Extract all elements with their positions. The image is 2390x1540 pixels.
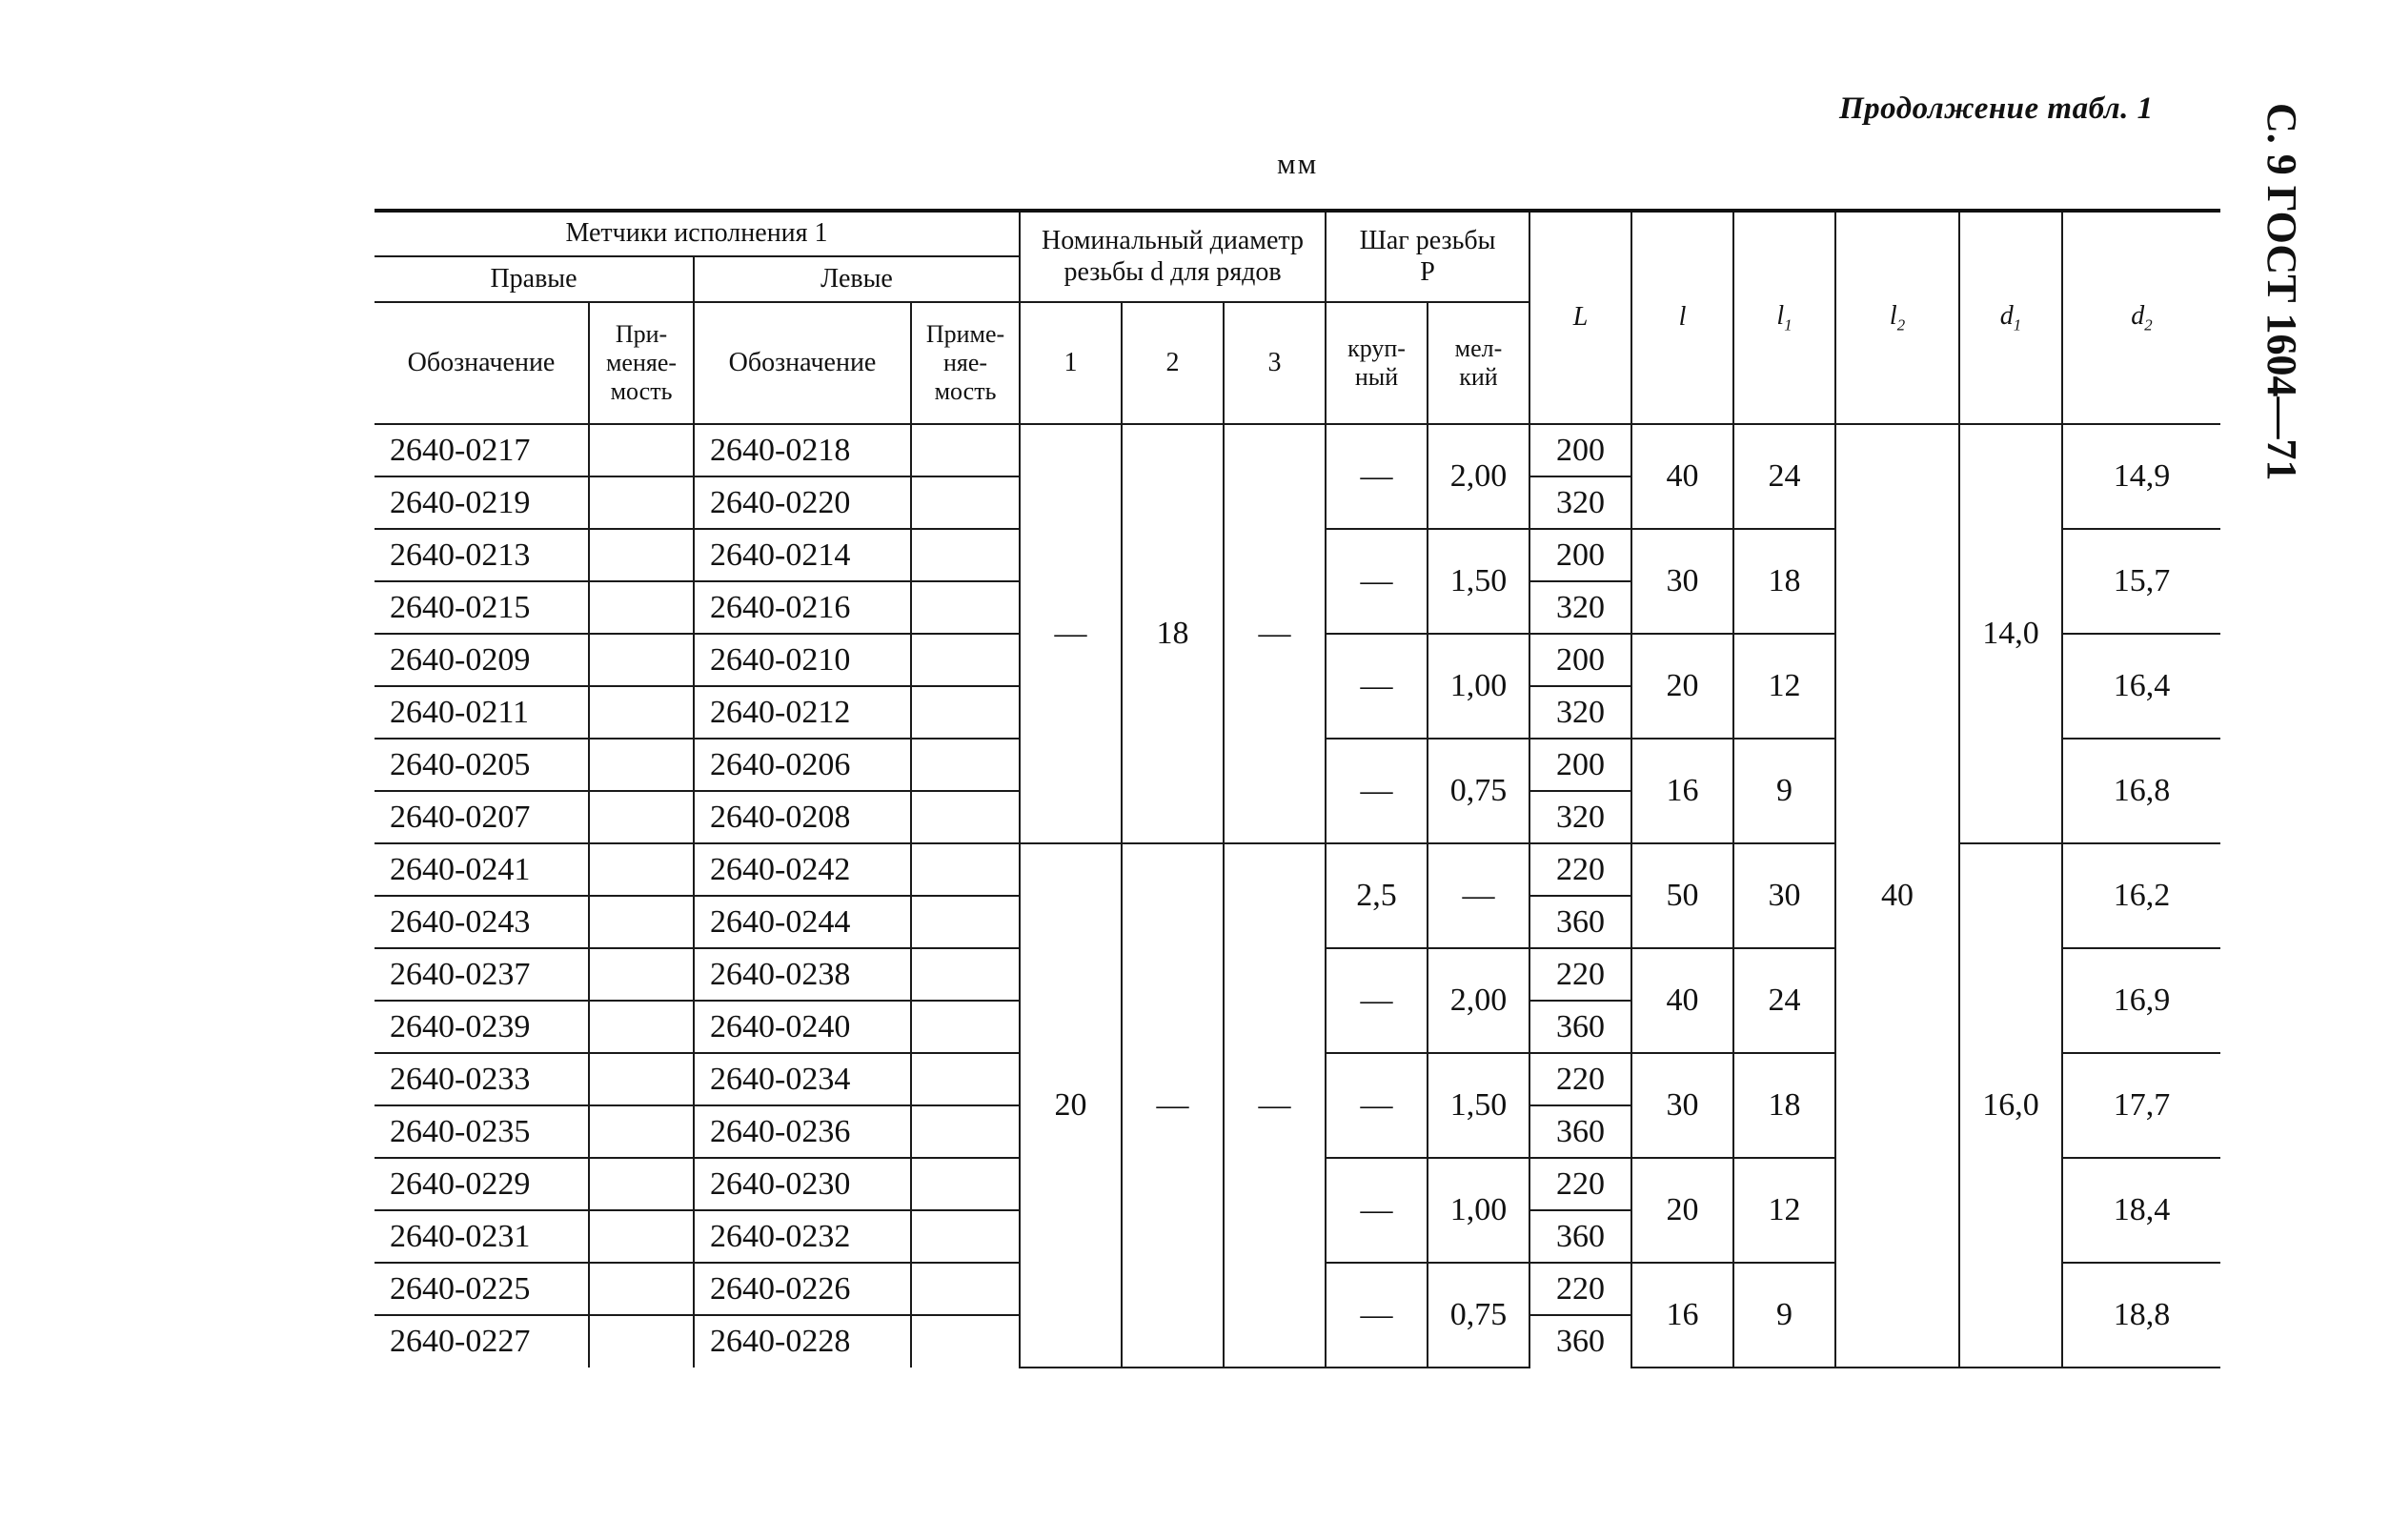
diameter-d2-cell: 16,2 <box>2062 843 2220 948</box>
right-applicability-cell <box>589 1053 694 1105</box>
pitch-coarse-cell: — <box>1326 948 1428 1053</box>
header-d2: $d_2$ <box>2062 211 2220 424</box>
right-applicability-cell <box>589 1105 694 1158</box>
header-l2: $l_2$ <box>1835 211 1959 424</box>
header-l1: $l_1$ <box>1733 211 1835 424</box>
length-L-cell: 360 <box>1529 896 1631 948</box>
right-applicability-cell <box>589 948 694 1001</box>
length-L-cell: 220 <box>1529 1263 1631 1315</box>
header-thread-pitch: Шаг резьбы P <box>1326 211 1529 302</box>
diameter-d1-cell: 14,0 <box>1959 424 2062 843</box>
left-applicability-cell <box>911 1001 1020 1053</box>
left-applicability-cell <box>911 1158 1020 1210</box>
right-designation-cell: 2640-0225 <box>375 1263 589 1315</box>
right-applicability-cell <box>589 424 694 476</box>
left-applicability-cell <box>911 1105 1020 1158</box>
header-pitch-coarse: круп- ный <box>1326 302 1428 424</box>
pitch-coarse-cell: — <box>1326 529 1428 634</box>
length-L-cell: 360 <box>1529 1210 1631 1263</box>
header-taps-group: Метчики исполнения 1 <box>375 211 1020 256</box>
length-l-cell: 50 <box>1631 843 1733 948</box>
diameter-row2-cell: 18 <box>1122 424 1224 843</box>
length-L-cell: 320 <box>1529 476 1631 529</box>
left-applicability-cell <box>911 1315 1020 1368</box>
left-applicability-cell <box>911 476 1020 529</box>
length-l1-cell: 30 <box>1733 843 1835 948</box>
pitch-fine-cell: 1,50 <box>1428 1053 1529 1158</box>
right-applicability-cell <box>589 1158 694 1210</box>
length-l-cell: 40 <box>1631 948 1733 1053</box>
header-right-applicability: При- меняе- мость <box>589 302 694 424</box>
right-applicability-cell <box>589 1001 694 1053</box>
length-l1-cell: 12 <box>1733 634 1835 739</box>
diameter-d2-cell: 16,9 <box>2062 948 2220 1053</box>
length-l-cell: 30 <box>1631 529 1733 634</box>
left-applicability-cell <box>911 634 1020 686</box>
left-designation-cell: 2640-0244 <box>694 896 911 948</box>
header-row-1: 1 <box>1020 302 1122 424</box>
left-designation-cell: 2640-0226 <box>694 1263 911 1315</box>
header-row-3: 3 <box>1224 302 1326 424</box>
length-L-cell: 360 <box>1529 1105 1631 1158</box>
length-l-cell: 30 <box>1631 1053 1733 1158</box>
length-l-cell: 20 <box>1631 634 1733 739</box>
diameter-d2-cell: 18,4 <box>2062 1158 2220 1263</box>
diameter-row3-cell: — <box>1224 843 1326 1368</box>
length-L-cell: 200 <box>1529 529 1631 581</box>
pitch-coarse-cell: — <box>1326 1158 1428 1263</box>
left-designation-cell: 2640-0218 <box>694 424 911 476</box>
right-applicability-cell <box>589 739 694 791</box>
diameter-d2-cell: 14,9 <box>2062 424 2220 529</box>
pitch-fine-cell: 0,75 <box>1428 739 1529 843</box>
right-applicability-cell <box>589 791 694 843</box>
left-designation-cell: 2640-0230 <box>694 1158 911 1210</box>
right-applicability-cell <box>589 1210 694 1263</box>
table-continuation-label: Продолжение табл. 1 <box>1839 91 2154 126</box>
left-applicability-cell <box>911 791 1020 843</box>
length-L-cell: 200 <box>1529 424 1631 476</box>
length-l-cell: 40 <box>1631 424 1733 529</box>
units-label: мм <box>1277 147 1319 180</box>
length-l1-cell: 12 <box>1733 1158 1835 1263</box>
length-l-cell: 16 <box>1631 739 1733 843</box>
right-applicability-cell <box>589 1315 694 1368</box>
length-L-cell: 220 <box>1529 948 1631 1001</box>
page-standard-title: С. 9 ГОСТ 1604—71 <box>2258 103 2305 481</box>
diameter-row1-cell: 20 <box>1020 843 1122 1368</box>
right-designation-cell: 2640-0211 <box>375 686 589 739</box>
header-nominal-diameter: Номинальный диаметр резьбы d для рядов <box>1020 211 1326 302</box>
length-L-cell: 220 <box>1529 843 1631 896</box>
right-designation-cell: 2640-0241 <box>375 843 589 896</box>
left-applicability-cell <box>911 843 1020 896</box>
dimensions-table <box>375 209 2220 1368</box>
left-designation-cell: 2640-0210 <box>694 634 911 686</box>
length-L-cell: 220 <box>1529 1158 1631 1210</box>
right-designation-cell: 2640-0227 <box>375 1315 589 1368</box>
pitch-coarse-cell: — <box>1326 424 1428 529</box>
length-L-cell: 200 <box>1529 739 1631 791</box>
length-l1-cell: 24 <box>1733 424 1835 529</box>
left-designation-cell: 2640-0216 <box>694 581 911 634</box>
right-designation-cell: 2640-0229 <box>375 1158 589 1210</box>
right-designation-cell: 2640-0217 <box>375 424 589 476</box>
pitch-fine-cell: 1,00 <box>1428 634 1529 739</box>
header-right-designation: Обозначение <box>375 302 589 424</box>
right-applicability-cell <box>589 896 694 948</box>
left-applicability-cell <box>911 581 1020 634</box>
left-applicability-cell <box>911 1210 1020 1263</box>
diameter-d2-cell: 17,7 <box>2062 1053 2220 1158</box>
header-left-applicability: Приме- няе- мость <box>911 302 1020 424</box>
left-designation-cell: 2640-0232 <box>694 1210 911 1263</box>
length-l1-cell: 9 <box>1733 739 1835 843</box>
left-applicability-cell <box>911 739 1020 791</box>
right-applicability-cell <box>589 581 694 634</box>
left-designation-cell: 2640-0240 <box>694 1001 911 1053</box>
right-applicability-cell <box>589 529 694 581</box>
pitch-fine-cell: 2,00 <box>1428 424 1529 529</box>
left-applicability-cell <box>911 424 1020 476</box>
left-designation-cell: 2640-0206 <box>694 739 911 791</box>
left-designation-cell: 2640-0208 <box>694 791 911 843</box>
right-designation-cell: 2640-0235 <box>375 1105 589 1158</box>
pitch-fine-cell: 0,75 <box>1428 1263 1529 1368</box>
length-l1-cell: 9 <box>1733 1263 1835 1368</box>
length-l-cell: 20 <box>1631 1158 1733 1263</box>
left-applicability-cell <box>911 1263 1020 1315</box>
right-designation-cell: 2640-0215 <box>375 581 589 634</box>
header-d1: $d_1$ <box>1959 211 2062 424</box>
header-right-taps: Правые <box>375 256 694 302</box>
right-designation-cell: 2640-0231 <box>375 1210 589 1263</box>
pitch-coarse-cell: 2,5 <box>1326 843 1428 948</box>
pitch-coarse-cell: — <box>1326 1263 1428 1368</box>
right-designation-cell: 2640-0213 <box>375 529 589 581</box>
right-applicability-cell <box>589 634 694 686</box>
pitch-fine-cell: — <box>1428 843 1529 948</box>
pitch-fine-cell: 1,00 <box>1428 1158 1529 1263</box>
length-l2-cell: 40 <box>1835 424 1959 1368</box>
length-L-cell: 320 <box>1529 791 1631 843</box>
diameter-d2-cell: 15,7 <box>2062 529 2220 634</box>
length-L-cell: 360 <box>1529 1001 1631 1053</box>
right-designation-cell: 2640-0209 <box>375 634 589 686</box>
left-applicability-cell <box>911 686 1020 739</box>
diameter-d1-cell: 16,0 <box>1959 843 2062 1368</box>
left-applicability-cell <box>911 896 1020 948</box>
pitch-fine-cell: 1,50 <box>1428 529 1529 634</box>
right-designation-cell: 2640-0239 <box>375 1001 589 1053</box>
header-row-2: 2 <box>1122 302 1224 424</box>
header-L: L <box>1529 211 1631 424</box>
length-L-cell: 320 <box>1529 686 1631 739</box>
right-designation-cell: 2640-0233 <box>375 1053 589 1105</box>
length-L-cell: 360 <box>1529 1315 1631 1368</box>
length-l1-cell: 18 <box>1733 1053 1835 1158</box>
left-applicability-cell <box>911 948 1020 1001</box>
length-L-cell: 200 <box>1529 634 1631 686</box>
pitch-coarse-cell: — <box>1326 739 1428 843</box>
header-left-designation: Обозначение <box>694 302 911 424</box>
pitch-coarse-cell: — <box>1326 634 1428 739</box>
left-designation-cell: 2640-0236 <box>694 1105 911 1158</box>
diameter-row1-cell: — <box>1020 424 1122 843</box>
diameter-row2-cell: — <box>1122 843 1224 1368</box>
diameter-row3-cell: — <box>1224 424 1326 843</box>
pitch-coarse-cell: — <box>1326 1053 1428 1158</box>
right-designation-cell: 2640-0205 <box>375 739 589 791</box>
pitch-fine-cell: 2,00 <box>1428 948 1529 1053</box>
header-pitch-fine: мел- кий <box>1428 302 1529 424</box>
diameter-d2-cell: 16,8 <box>2062 739 2220 843</box>
left-applicability-cell <box>911 1053 1020 1105</box>
header-l: l <box>1631 211 1733 424</box>
right-applicability-cell <box>589 843 694 896</box>
left-designation-cell: 2640-0214 <box>694 529 911 581</box>
right-applicability-cell <box>589 686 694 739</box>
left-designation-cell: 2640-0238 <box>694 948 911 1001</box>
left-designation-cell: 2640-0212 <box>694 686 911 739</box>
length-L-cell: 320 <box>1529 581 1631 634</box>
right-designation-cell: 2640-0207 <box>375 791 589 843</box>
length-L-cell: 220 <box>1529 1053 1631 1105</box>
left-applicability-cell <box>911 529 1020 581</box>
header-left-taps: Левые <box>694 256 1020 302</box>
left-designation-cell: 2640-0234 <box>694 1053 911 1105</box>
diameter-d2-cell: 18,8 <box>2062 1263 2220 1368</box>
table-row <box>375 424 2220 476</box>
left-designation-cell: 2640-0242 <box>694 843 911 896</box>
length-l1-cell: 24 <box>1733 948 1835 1053</box>
length-l-cell: 16 <box>1631 1263 1733 1368</box>
right-designation-cell: 2640-0237 <box>375 948 589 1001</box>
diameter-d2-cell: 16,4 <box>2062 634 2220 739</box>
left-designation-cell: 2640-0220 <box>694 476 911 529</box>
right-applicability-cell <box>589 1263 694 1315</box>
right-applicability-cell <box>589 476 694 529</box>
length-l1-cell: 18 <box>1733 529 1835 634</box>
left-designation-cell: 2640-0228 <box>694 1315 911 1368</box>
right-designation-cell: 2640-0219 <box>375 476 589 529</box>
right-designation-cell: 2640-0243 <box>375 896 589 948</box>
